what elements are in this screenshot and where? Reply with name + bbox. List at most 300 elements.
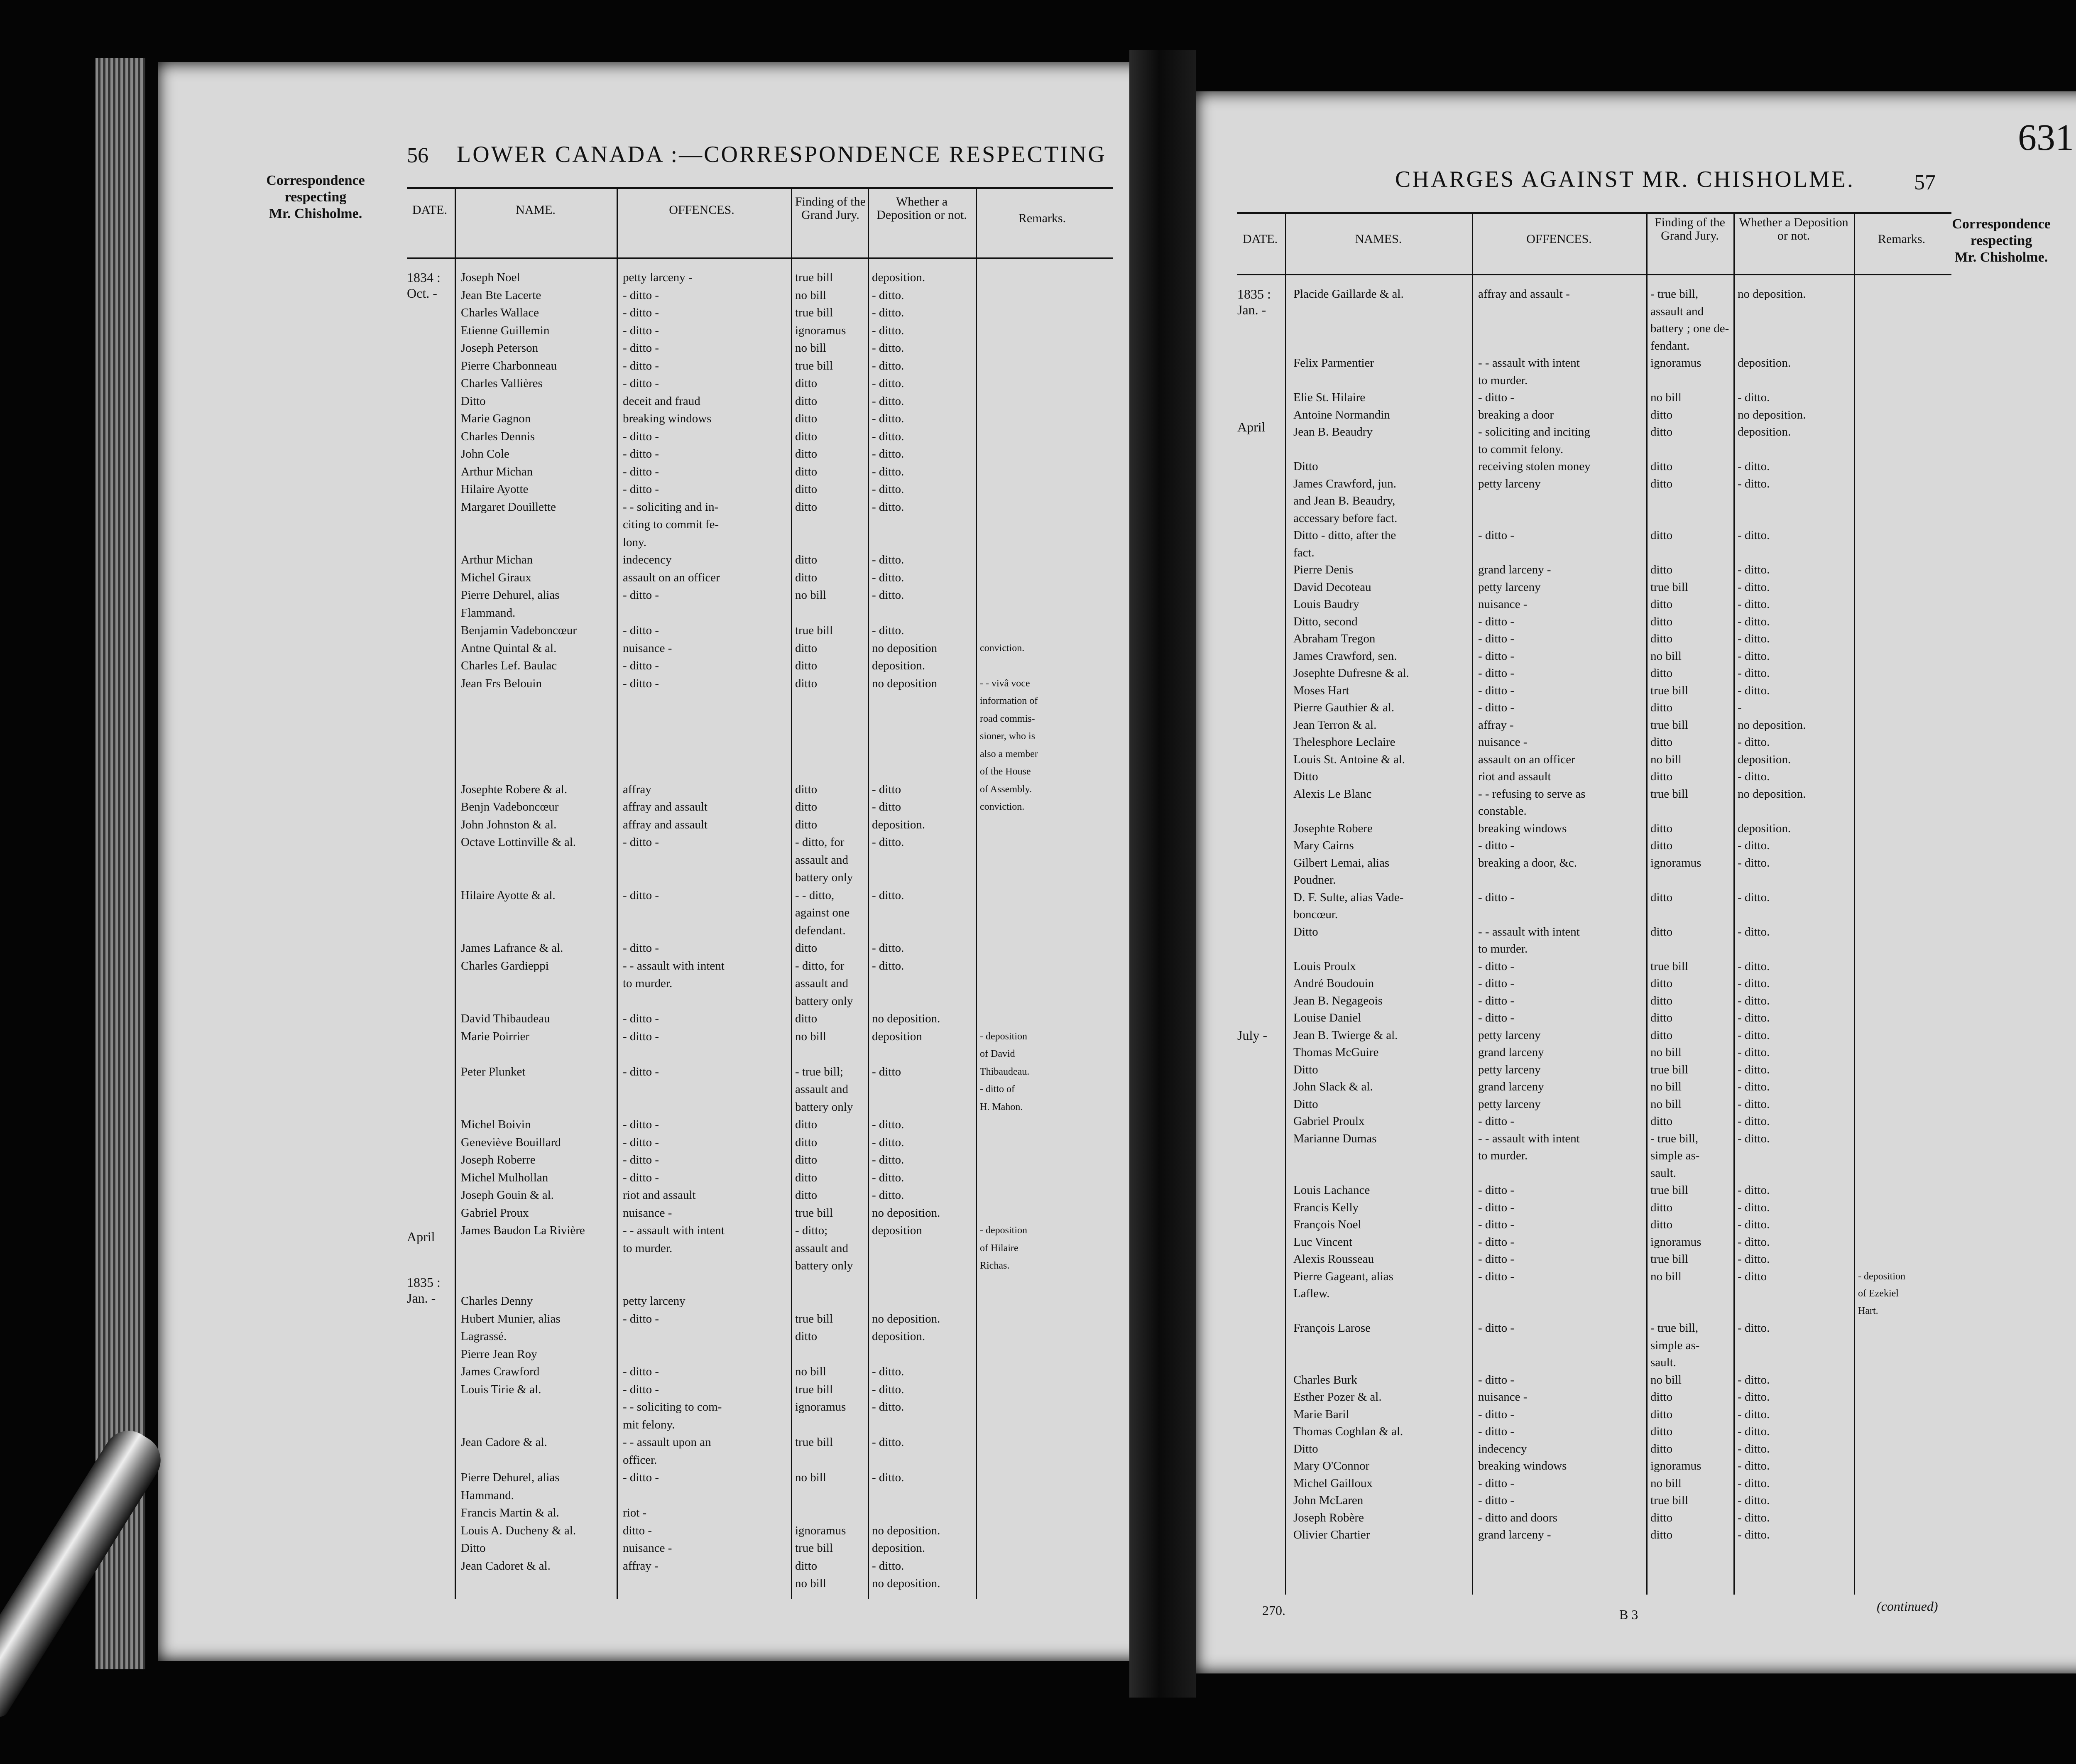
cell-deposition: - ditto.	[872, 377, 904, 390]
cell-remarks: of Assembly.	[980, 784, 1032, 795]
cell-finding: true bill	[1650, 787, 1689, 801]
date-mark: 1834 :	[407, 270, 441, 285]
ledger-table	[1237, 212, 1951, 1665]
col-header-remarks: Remarks.	[1878, 232, 1926, 246]
cell-finding: ditto	[795, 571, 818, 584]
cell-deposition: no deposition.	[872, 1577, 940, 1590]
col-header-offences: OFFENCES.	[1526, 232, 1592, 246]
cell-deposition: - ditto.	[1738, 580, 1770, 594]
cell-offence: - ditto -	[623, 1153, 659, 1166]
cell-name: accessary before fact.	[1293, 511, 1398, 525]
cell-name: and Jean B. Beaudry,	[1293, 494, 1395, 507]
cell-name: Ditto	[1293, 770, 1318, 783]
cell-deposition: - ditto.	[1738, 856, 1770, 870]
cell-deposition: - ditto.	[1738, 839, 1770, 852]
cell-offence: to murder.	[1478, 942, 1528, 956]
cell-name: Alexis Le Blanc	[1293, 787, 1372, 801]
cell-offence: - ditto -	[623, 1012, 659, 1025]
cell-offence: nuisance -	[623, 641, 672, 655]
page-number: 57	[1914, 171, 1936, 194]
cell-name: boncœur.	[1293, 908, 1338, 921]
cell-finding: ditto	[1650, 890, 1673, 904]
cell-finding: ditto	[795, 800, 818, 813]
page-number: 56	[407, 144, 428, 167]
page-edges-left	[95, 58, 145, 1669]
cell-offence: assault on an officer	[1478, 752, 1575, 766]
cell-finding: no bill	[795, 1577, 826, 1590]
cell-deposition: no deposition.	[1738, 718, 1806, 732]
cell-offence: - ditto -	[623, 1029, 659, 1043]
col-header-deposition: Whether a Deposition or not.	[876, 195, 967, 222]
cell-finding: ditto	[1650, 821, 1673, 835]
col-header-offences: OFFENCES.	[669, 203, 734, 217]
cell-name: Moses Hart	[1293, 684, 1349, 697]
cell-offence: - ditto -	[623, 1135, 659, 1149]
cell-offence: - - assault with intent	[623, 959, 725, 973]
cell-offence: receiving stolen money	[1478, 460, 1591, 473]
cell-name: Jean B. Twierge & al.	[1293, 1028, 1398, 1042]
cell-finding: ditto	[1650, 1528, 1673, 1541]
cell-finding: ditto	[1650, 425, 1673, 439]
cell-deposition: - ditto.	[872, 1135, 904, 1149]
cell-offence: affray and assault -	[1478, 287, 1570, 301]
cell-offence: - ditto -	[1478, 959, 1514, 973]
cell-offence: - ditto -	[1478, 1494, 1514, 1507]
cell-finding: - ditto;	[795, 1224, 828, 1237]
cell-offence: - ditto -	[623, 1471, 659, 1484]
cell-finding: ditto	[1650, 839, 1673, 852]
cell-finding: ignoramus	[1650, 856, 1701, 870]
cell-name: Francis Kelly	[1293, 1200, 1359, 1214]
cell-deposition: - ditto.	[1738, 1235, 1770, 1249]
col-header-remarks: Remarks.	[1018, 211, 1066, 225]
cell-offence: - ditto -	[1478, 701, 1514, 714]
cell-offence: - ditto -	[1478, 1183, 1514, 1197]
cell-name: Thelesphore Leclaire	[1293, 735, 1395, 749]
date-mark: Jan. -	[1237, 302, 1266, 317]
cell-finding: - true bill,	[1650, 1132, 1699, 1145]
cell-offence: - ditto -	[1478, 1235, 1514, 1249]
cell-name: Hammand.	[461, 1488, 514, 1502]
cell-deposition: - ditto.	[1738, 1476, 1770, 1490]
cell-offence: officer.	[623, 1453, 657, 1467]
cell-deposition: deposition.	[1738, 752, 1791, 766]
cell-name: Charles Dennis	[461, 429, 535, 443]
cell-deposition: - ditto.	[1738, 1528, 1770, 1541]
cell-deposition: - ditto.	[1738, 649, 1770, 663]
cell-name: Gabriel Proulx	[1293, 1115, 1365, 1128]
cell-remarks: sioner, who is	[980, 731, 1036, 742]
cell-offence: riot and assault	[1478, 770, 1551, 783]
cell-finding: ditto	[1650, 598, 1673, 611]
cell-name: Ditto	[1293, 1442, 1318, 1455]
footer-center: B 3	[1619, 1607, 1638, 1622]
cell-deposition: - ditto.	[872, 571, 904, 584]
cell-deposition: - ditto.	[1738, 1321, 1770, 1335]
cell-finding: battery ; one de-	[1650, 322, 1729, 335]
cell-deposition: no deposition.	[872, 1312, 940, 1325]
cell-name: Ditto	[1293, 460, 1318, 473]
cell-offence: to murder.	[1478, 373, 1528, 387]
cell-name: Louise Daniel	[1293, 1011, 1361, 1024]
cell-finding: ignoramus	[1650, 1459, 1701, 1472]
cell-finding: true bill	[1650, 1494, 1689, 1507]
cell-offence: - - assault with intent	[1478, 925, 1580, 938]
cell-finding: true bill	[795, 271, 833, 284]
cell-offence: - ditto -	[1478, 890, 1514, 904]
cell-finding: true bill	[795, 1206, 833, 1220]
cell-finding: fendant.	[1650, 339, 1690, 353]
cell-deposition: - ditto.	[1738, 925, 1770, 938]
cell-deposition: - ditto.	[872, 588, 904, 602]
cell-offence: mit felony.	[623, 1418, 675, 1431]
date-mark: April	[1237, 419, 1266, 434]
cell-deposition: - ditto.	[1738, 1200, 1770, 1214]
cell-offence: affray -	[1478, 718, 1514, 732]
cell-offence: petty larceny	[1478, 1097, 1541, 1111]
cell-finding: ditto	[795, 429, 818, 443]
cell-offence: - ditto -	[1478, 839, 1514, 852]
cell-deposition: deposition.	[872, 818, 925, 831]
cell-finding: assault and	[795, 1083, 849, 1096]
cell-offence: nuisance -	[623, 1206, 672, 1220]
cell-offence: - ditto -	[1478, 994, 1514, 1007]
cell-name: John Slack & al.	[1293, 1080, 1373, 1093]
cell-deposition: - ditto.	[1738, 890, 1770, 904]
cell-deposition: no deposition.	[872, 1206, 940, 1220]
cell-offence: - ditto -	[1478, 1407, 1514, 1421]
cell-deposition: no deposition.	[872, 1012, 940, 1025]
cell-finding: ditto	[795, 1330, 818, 1343]
cell-remarks: Thibaudeau.	[980, 1066, 1030, 1077]
cell-finding: ditto	[795, 377, 818, 390]
cell-deposition: - ditto.	[1738, 994, 1770, 1007]
col-header-deposition: Whether a Deposition or not.	[1739, 216, 1848, 243]
cell-finding: ditto	[1650, 1511, 1673, 1524]
cell-name: Antoine Normandin	[1293, 408, 1390, 421]
cell-name: Pierre Gageant, alias	[1293, 1269, 1393, 1283]
cell-offence: riot and assault	[623, 1188, 696, 1202]
cell-name: Pierre Denis	[1293, 563, 1354, 576]
cell-finding: ditto	[1650, 408, 1673, 421]
cell-finding: ditto	[795, 941, 818, 955]
cell-name: Michel Gailloux	[1293, 1476, 1373, 1490]
cell-offence: - ditto -	[1478, 1476, 1514, 1490]
cell-name: Alexis Rousseau	[1293, 1252, 1374, 1266]
cell-deposition: - ditto.	[1738, 598, 1770, 611]
cell-name: Elie St. Hilaire	[1293, 391, 1366, 404]
cell-offence: - ditto -	[1478, 391, 1514, 404]
cell-deposition: - ditto.	[1738, 1425, 1770, 1438]
cell-finding: ditto	[1650, 977, 1673, 990]
cell-offence: - ditto -	[1478, 1425, 1514, 1438]
cell-finding: ditto	[1650, 1028, 1673, 1042]
cell-remarks: - ditto of	[980, 1084, 1015, 1095]
cell-name: Benjn Vadeboncœur	[461, 800, 559, 813]
cell-name: Michel Mulhollan	[461, 1171, 548, 1184]
cell-name: Olivier Chartier	[1293, 1528, 1370, 1541]
cell-name: Ditto - ditto, after the	[1293, 529, 1396, 542]
cell-finding: true bill	[795, 1382, 833, 1396]
cell-deposition: deposition	[872, 1224, 922, 1237]
date-mark: July -	[1237, 1028, 1267, 1043]
cell-deposition: - ditto.	[872, 1471, 904, 1484]
cell-name: Jean Frs Belouin	[461, 676, 542, 690]
cell-offence: - ditto -	[623, 323, 659, 337]
cell-deposition: - ditto.	[1738, 1511, 1770, 1524]
cell-deposition: - ditto.	[1738, 770, 1770, 783]
cell-name: Marie Baril	[1293, 1407, 1349, 1421]
cell-offence: nuisance -	[1478, 735, 1528, 749]
cell-offence: - ditto -	[623, 659, 659, 672]
cell-deposition: - ditto.	[872, 341, 904, 355]
cell-offence: deceit and fraud	[623, 394, 700, 408]
cell-finding: no bill	[1650, 1476, 1682, 1490]
cell-name: David Decoteau	[1293, 580, 1371, 594]
cell-finding: true bill	[1650, 1063, 1689, 1076]
cell-name: Ditto, second	[1293, 615, 1358, 628]
cell-name: Pierre Charbonneau	[461, 359, 557, 372]
cell-deposition: - ditto.	[872, 412, 904, 425]
cell-finding: no bill	[1650, 1097, 1682, 1111]
cell-name: Pierre Dehurel, alias	[461, 588, 560, 602]
cell-offence: ditto -	[623, 1524, 652, 1537]
cell-deposition: no deposition.	[1738, 287, 1806, 301]
cell-offence: affray and assault	[623, 800, 708, 813]
cell-remarks: Richas.	[980, 1260, 1010, 1271]
cell-name: John Johnston & al.	[461, 818, 557, 831]
cell-finding: ditto	[795, 818, 818, 831]
cell-finding: battery only	[795, 871, 853, 884]
cell-finding: ditto	[1650, 994, 1673, 1007]
cell-finding: assault and	[1650, 304, 1704, 318]
cell-finding: battery only	[795, 1100, 853, 1114]
cell-deposition: - ditto.	[872, 288, 904, 302]
cell-deposition: - ditto.	[1738, 1028, 1770, 1042]
cell-finding: ditto	[1650, 666, 1673, 680]
cell-name: Abraham Tregon	[1293, 632, 1376, 645]
cell-name: fact.	[1293, 546, 1315, 559]
cell-finding: ditto	[795, 412, 818, 425]
cell-deposition: - ditto.	[1738, 977, 1770, 990]
ledger-table	[407, 187, 1113, 1640]
cell-finding: - - ditto,	[795, 888, 835, 902]
footer-left: 270.	[1262, 1603, 1285, 1618]
cell-name: John Cole	[461, 447, 509, 461]
cell-offence: - ditto -	[623, 1171, 659, 1184]
cell-offence: - ditto -	[623, 288, 659, 302]
cell-offence: - ditto -	[623, 1065, 659, 1078]
cell-deposition: - ditto.	[872, 888, 904, 902]
cell-deposition: deposition.	[1738, 356, 1791, 370]
cell-offence: grand larceny -	[1478, 563, 1551, 576]
cell-finding: ditto	[795, 1118, 818, 1131]
cell-offence: grand larceny	[1478, 1046, 1544, 1059]
cell-finding: ditto	[795, 1188, 818, 1202]
cell-offence: - ditto -	[623, 1365, 659, 1378]
cell-deposition: - ditto.	[872, 306, 904, 319]
cell-deposition: - ditto.	[1738, 529, 1770, 542]
cell-finding: ditto	[1650, 632, 1673, 645]
cell-name: Michel Giraux	[461, 571, 531, 584]
cell-offence: riot -	[623, 1506, 647, 1519]
cell-name: Joseph Roberre	[461, 1153, 536, 1166]
cell-finding: ditto	[795, 500, 818, 514]
cell-offence: - soliciting and inciting	[1478, 425, 1590, 439]
right-page	[1196, 91, 2076, 1673]
cell-name: Louis Proulx	[1293, 959, 1356, 973]
cell-deposition: - ditto.	[1738, 1063, 1770, 1076]
cell-name: Louis Tirie & al.	[461, 1382, 541, 1396]
cell-finding: true bill	[1650, 718, 1689, 732]
date-mark: Oct. -	[407, 286, 437, 301]
cell-offence: indecency	[623, 553, 672, 566]
cell-offence: to murder.	[1478, 1149, 1528, 1162]
date-mark: April	[407, 1229, 435, 1244]
cell-name: Charles Burk	[1293, 1373, 1357, 1387]
cell-deposition: - ditto.	[872, 624, 904, 637]
cell-name: Marie Poirrier	[461, 1029, 530, 1043]
cell-deposition: - ditto.	[1738, 1373, 1770, 1387]
cell-name: Charles Gardieppi	[461, 959, 549, 973]
cell-name: Jean Bte Lacerte	[461, 288, 541, 302]
cell-finding: ditto	[1650, 735, 1673, 749]
cell-deposition: - ditto.	[872, 835, 904, 849]
cell-finding: no bill	[1650, 1046, 1682, 1059]
cell-name: Joseph Noel	[461, 271, 520, 284]
cell-remarks: of the House	[980, 766, 1031, 777]
cell-deposition: no deposition	[872, 676, 938, 690]
cell-offence: affray -	[623, 1559, 659, 1573]
cell-offence: - ditto -	[1478, 1115, 1514, 1128]
cell-name: Gabriel Proux	[461, 1206, 529, 1220]
cell-name: Marianne Dumas	[1293, 1132, 1377, 1145]
cell-finding: true bill	[795, 1436, 833, 1449]
cell-deposition: deposition.	[1738, 821, 1791, 835]
cell-remarks: of David	[980, 1049, 1015, 1059]
cell-finding: ditto	[795, 676, 818, 690]
cell-offence: petty larceny -	[623, 271, 693, 284]
cell-name: Louis A. Ducheny & al.	[461, 1524, 576, 1537]
cell-deposition: - ditto.	[1738, 1011, 1770, 1024]
cell-finding: sault.	[1650, 1356, 1677, 1369]
cell-name: François Noel	[1293, 1218, 1361, 1231]
cell-finding: ditto	[1650, 1442, 1673, 1455]
cell-finding: ignoramus	[1650, 356, 1701, 370]
cell-name: Charles Vallières	[461, 377, 543, 390]
cell-name: Lagrassé.	[461, 1330, 507, 1343]
cell-offence: - ditto -	[623, 588, 659, 602]
cell-deposition: - ditto.	[872, 447, 904, 461]
cell-finding: ignoramus	[795, 323, 846, 337]
cell-offence: - ditto -	[623, 465, 659, 478]
cell-finding: no bill	[1650, 649, 1682, 663]
cell-finding: simple as-	[1650, 1149, 1700, 1162]
cell-deposition: - ditto.	[1738, 1442, 1770, 1455]
cell-offence: - ditto -	[1478, 649, 1514, 663]
cell-name: Poudner.	[1293, 873, 1336, 887]
cell-offence: - ditto -	[1478, 666, 1514, 680]
cell-finding: - ditto, for	[795, 959, 845, 973]
cell-deposition: - ditto.	[1738, 1459, 1770, 1472]
cell-remarks: conviction.	[980, 642, 1025, 654]
cell-finding: true bill	[795, 1541, 833, 1555]
cell-name: Hilaire Ayotte	[461, 483, 529, 496]
cell-finding: ditto	[1650, 925, 1673, 938]
col-header-finding: Finding of the Grand Jury.	[795, 195, 866, 222]
date-mark: Jan. -	[407, 1291, 436, 1306]
date-mark: 1835 :	[1237, 287, 1271, 301]
cell-offence: to murder.	[623, 1241, 673, 1255]
cell-finding: ditto	[1650, 615, 1673, 628]
cell-name: Josephte Dufresne & al.	[1293, 666, 1409, 680]
cell-finding: no bill	[795, 341, 826, 355]
cell-offence: breaking windows	[1478, 821, 1567, 835]
cell-finding: simple as-	[1650, 1338, 1700, 1352]
cell-deposition: - ditto.	[872, 483, 904, 496]
cell-deposition: - ditto.	[1738, 1218, 1770, 1231]
cell-offence: - ditto -	[1478, 1321, 1514, 1335]
cell-name: Pierre Dehurel, alias	[461, 1471, 560, 1484]
cell-deposition: - ditto.	[872, 1365, 904, 1378]
cell-name: Octave Lottinville & al.	[461, 835, 576, 849]
folio-number: 631	[2018, 117, 2074, 158]
cell-finding: true bill	[795, 306, 833, 319]
cell-offence: - ditto -	[623, 835, 659, 849]
cell-deposition: no deposition	[872, 641, 938, 655]
cell-remarks: of Ezekiel	[1858, 1288, 1899, 1299]
cell-finding: no bill	[1650, 1269, 1682, 1283]
cell-finding: ditto	[795, 1171, 818, 1184]
cell-name: Michel Boivin	[461, 1118, 531, 1131]
cell-offence: - ditto -	[623, 1118, 659, 1131]
cell-deposition: - ditto.	[1738, 477, 1770, 490]
col-header-finding: Finding of the Grand Jury.	[1655, 216, 1725, 243]
cell-finding: no bill	[795, 1029, 826, 1043]
cell-finding: true bill	[795, 624, 833, 637]
cell-name: Joseph Robère	[1293, 1511, 1364, 1524]
cell-deposition: - ditto.	[872, 1436, 904, 1449]
cell-name: Gilbert Lemai, alias	[1293, 856, 1390, 870]
cell-finding: ignoramus	[795, 1400, 846, 1414]
cell-remarks: - deposition	[980, 1031, 1027, 1042]
cell-deposition: - ditto.	[1738, 1494, 1770, 1507]
left-page	[158, 62, 1163, 1661]
cell-finding: ditto	[1650, 529, 1673, 542]
cell-offence: - ditto -	[623, 941, 659, 955]
cell-deposition: - ditto.	[1738, 1252, 1770, 1266]
cell-name: Etienne Guillemin	[461, 323, 550, 337]
cell-deposition: - ditto	[872, 782, 901, 796]
cell-finding: ditto	[1650, 563, 1673, 576]
cell-offence: - ditto -	[623, 359, 659, 372]
cell-deposition: - ditto.	[1738, 615, 1770, 628]
cell-remarks: road commis-	[980, 713, 1035, 724]
cell-name: Ditto	[1293, 1097, 1318, 1111]
cell-name: James Lafrance & al.	[461, 941, 563, 955]
side-note: Correspondence respecting Mr. Chisholme.	[266, 173, 365, 221]
cell-name: Jean Cadore & al.	[461, 1436, 547, 1449]
cell-name: Arthur Michan	[461, 553, 533, 566]
cell-finding: no bill	[795, 588, 826, 602]
running-head: LOWER CANADA :—CORRESPONDENCE RESPECTING	[457, 142, 1107, 167]
cell-offence: - ditto -	[1478, 977, 1514, 990]
cell-finding: true bill	[795, 1312, 833, 1325]
cell-offence: petty larceny	[1478, 477, 1541, 490]
cell-deposition: deposition.	[872, 1541, 925, 1555]
cell-finding: sault.	[1650, 1166, 1677, 1180]
cell-offence: breaking a door, &c.	[1478, 856, 1577, 870]
